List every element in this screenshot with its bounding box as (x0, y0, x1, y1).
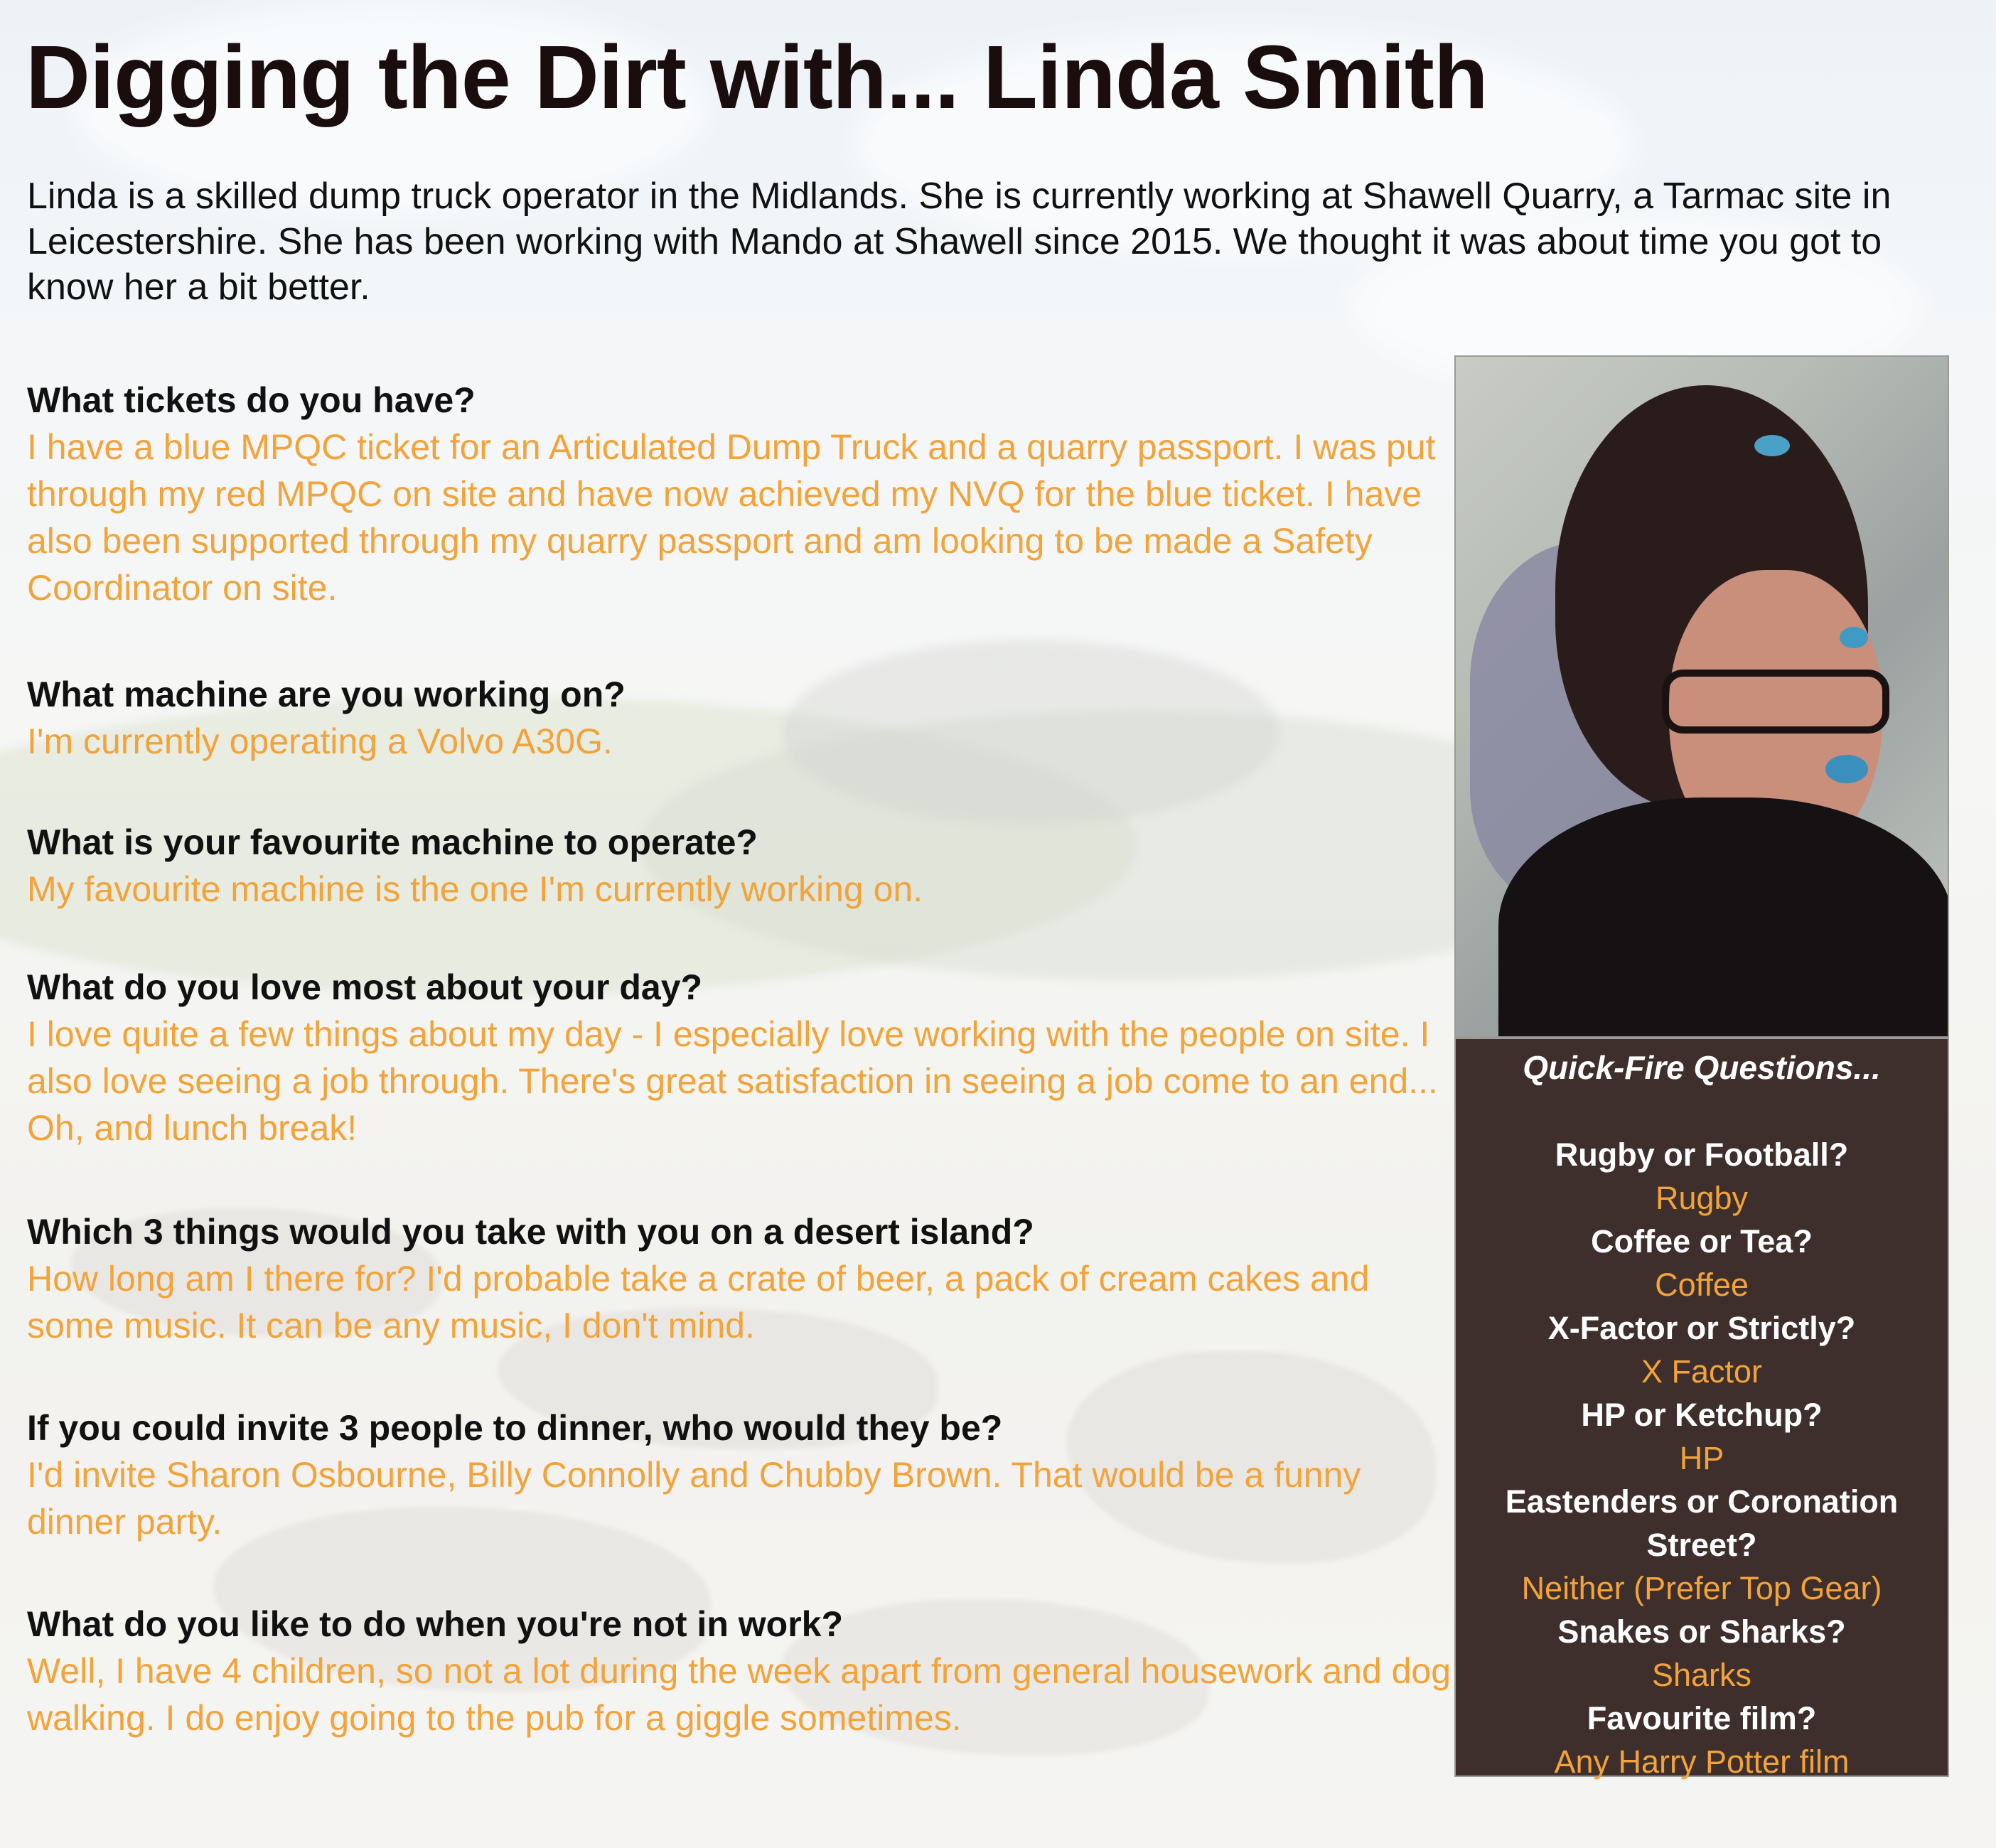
qa-block (27, 1601, 1463, 1741)
quick-answer: HP (1679, 1440, 1724, 1476)
quick-fire-title: Quick-Fire Questions... (1523, 1049, 1881, 1086)
quick-question: Snakes or Sharks? (1557, 1613, 1846, 1650)
question: What is your favourite machine to operate? (27, 822, 758, 862)
quick-question: Coffee or Tea? (1591, 1223, 1813, 1259)
quick-question: HP or Ketchup? (1581, 1397, 1823, 1433)
question: What tickets do you have? (27, 380, 476, 420)
quick-question: X-Factor or Strictly? (1547, 1310, 1856, 1346)
answer: I'd invite Sharon Osbourne, Billy Connolly and Chubby Brown. That would be a funny dinner party. (27, 1455, 1361, 1542)
question: What do you love most about your day? (27, 967, 703, 1007)
quick-question: Eastenders or Coronation Street? (1505, 1483, 1899, 1563)
qa-block (27, 671, 1463, 765)
question: What do you like to do when you're not in work? (27, 1604, 843, 1644)
quick-answer: Sharks (1651, 1657, 1752, 1693)
page-title: Digging the Dirt with... Linda Smith (26, 27, 1488, 127)
answer: I love quite a few things about my day - I especially love working with the people on site. I also love seeing a job through. There's great satisfaction in seeing a job come to an end... Oh, and lunch break! (27, 1014, 1438, 1148)
quick-question: Favourite film? (1587, 1700, 1817, 1736)
qa-block (27, 377, 1463, 611)
quick-answer: Coffee (1655, 1267, 1749, 1303)
qa-block (27, 1208, 1463, 1349)
quick-answer: Neither (Prefer Top Gear) (1521, 1570, 1882, 1606)
quick-answer: Rugby (1655, 1180, 1749, 1216)
quick-answer: Any Harry Potter film (1554, 1744, 1850, 1780)
qa-block (27, 964, 1463, 1151)
answer: I'm currently operating a Volvo A30G. (27, 721, 613, 761)
profile-photo (1454, 355, 1949, 1038)
answer: How long am I there for? I'd probable take a crate of beer, a pack of cream cakes and some music. It can be any music, I don't mind. (27, 1259, 1370, 1345)
question: What machine are you working on? (27, 675, 626, 714)
quick-fire-panel (1454, 1038, 1949, 1780)
answer: I have a blue MPQC ticket for an Articulated Dump Truck and a quarry passport. I was put through my red MPQC on site and have now achieved my NVQ for the blue ticket. I have also been supported through my quarry passport and am looking to be made a Safety Coordinator on site. (27, 427, 1436, 608)
quick-question: Rugby or Football? (1555, 1137, 1849, 1173)
qa-block (27, 819, 1463, 913)
question: Which 3 things would you take with you on a desert island? (27, 1212, 1034, 1252)
quick-answer: X Factor (1641, 1353, 1763, 1390)
answer: My favourite machine is the one I'm currently working on. (27, 869, 923, 909)
question: If you could invite 3 people to dinner, who would they be? (27, 1408, 1003, 1448)
qa-block (27, 1404, 1463, 1545)
intro-paragraph: Linda is a skilled dump truck operator in the Midlands. She is currently working at Shawell Quarry, a Tarmac site in Leicestershire. She has been working with Mando at Shawell since 2015. We thought it was about time you got to know her a bit better. (27, 176, 1892, 308)
answer: Well, I have 4 children, so not a lot during the week apart from general housework and dog walking. I do enjoy going to the pub for a giggle sometimes. (27, 1651, 1452, 1738)
